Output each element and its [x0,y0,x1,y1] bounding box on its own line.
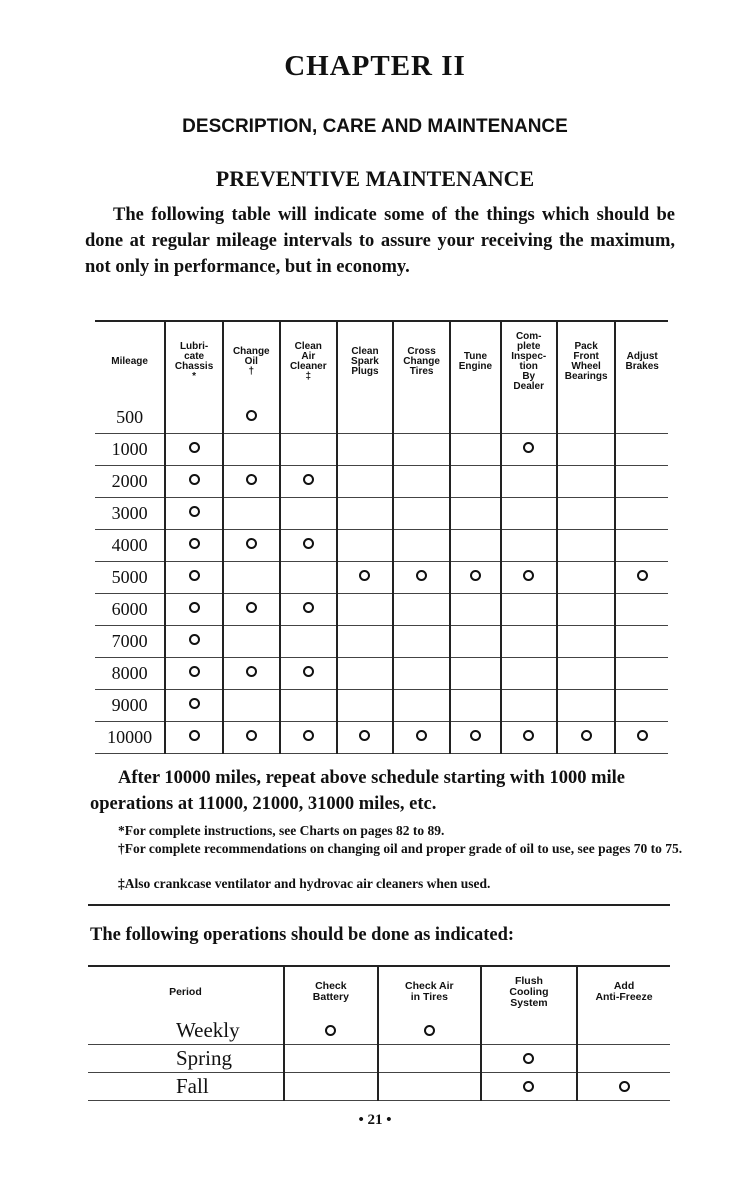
table-row [95,562,668,594]
table-cell [450,402,500,434]
circle-mark-icon [189,602,200,613]
table-cell [378,1045,481,1073]
table-cell [165,722,223,754]
table-cell [280,498,337,530]
page-number: • 21 • [358,1112,392,1128]
table-cell [557,722,616,754]
table-cell [501,466,557,498]
column-header: Tune Engine [450,321,500,402]
circle-mark-icon [523,570,534,581]
table-cell [280,626,337,658]
table-cell [223,466,280,498]
table-cell [557,466,616,498]
table-cell [393,690,450,722]
row-label: 3000 [95,498,165,530]
circle-mark-icon [246,538,257,549]
table-cell [450,658,500,690]
row-label: 10000 [95,722,165,754]
table-cell [557,594,616,626]
circle-mark-icon [246,602,257,613]
column-header: Add Anti-Freeze [577,966,670,1017]
row-label: 8000 [95,658,165,690]
table-cell [557,690,616,722]
circle-mark-icon [523,730,534,741]
table-cell [280,466,337,498]
table-cell [165,658,223,690]
column-header: Clean Air Cleaner ‡ [280,321,337,402]
table-cell [165,594,223,626]
chapter-title: CHAPTER II [284,50,466,82]
table-cell [557,498,616,530]
table-cell [165,402,223,434]
table-cell [615,498,668,530]
circle-mark-icon [189,634,200,645]
column-header: Clean Spark Plugs [337,321,393,402]
table-cell [378,1017,481,1045]
table-cell [223,562,280,594]
table-cell [337,562,393,594]
row-label: Weekly [88,1017,284,1045]
table-cell [450,626,500,658]
table-cell [337,626,393,658]
column-header: Cross Change Tires [393,321,450,402]
table-cell [284,1017,378,1045]
column-header: Check Battery [284,966,378,1017]
table-cell [165,690,223,722]
table-cell [501,498,557,530]
row-label: 4000 [95,530,165,562]
table-cell [280,658,337,690]
table-cell [615,530,668,562]
table-cell [481,1073,577,1101]
table-cell [577,1017,670,1045]
circle-mark-icon [189,570,200,581]
table-cell [557,530,616,562]
table-cell [223,690,280,722]
table-cell [450,498,500,530]
table-cell [450,466,500,498]
table-cell [223,530,280,562]
table-cell [450,434,500,466]
circle-mark-icon [523,1081,534,1092]
table-cell [557,402,616,434]
table-cell [165,626,223,658]
table-cell [337,658,393,690]
table-cell [280,434,337,466]
table-cell [337,402,393,434]
table-cell [450,722,500,754]
row-label: 1000 [95,434,165,466]
circle-mark-icon [246,730,257,741]
circle-mark-icon [619,1081,630,1092]
table-cell [615,722,668,754]
table-cell [223,626,280,658]
table-cell [378,1073,481,1101]
circle-mark-icon [189,474,200,485]
circle-mark-icon [416,730,427,741]
table-cell [393,466,450,498]
table-cell [280,594,337,626]
column-header: Check Air in Tires [378,966,481,1017]
circle-mark-icon [246,666,257,677]
after-paragraph: After 10000 miles, repeat above schedule starting with 1000 mile operations at 11000, 21000, 31000 miles, etc. [90,768,625,814]
table-cell [557,562,616,594]
table-cell [615,434,668,466]
table-cell [450,594,500,626]
table-row [95,402,668,434]
row-label: 9000 [95,690,165,722]
table-cell [557,626,616,658]
table-row [88,1017,670,1045]
table-cell [615,402,668,434]
table-row [88,1045,670,1073]
circle-mark-icon [303,538,314,549]
circle-mark-icon [637,570,648,581]
table-cell [337,594,393,626]
column-header: Pack Front Wheel Bearings [557,321,616,402]
circle-mark-icon [189,698,200,709]
table-cell [577,1073,670,1101]
table-cell [615,690,668,722]
circle-mark-icon [303,730,314,741]
circle-mark-icon [359,570,370,581]
table-row [95,434,668,466]
period-maintenance-table [88,965,670,1101]
footnote-air-cleaner: ‡Also crankcase ventilator and hydrovac air cleaners when used. [118,876,491,891]
table-cell [280,562,337,594]
table-cell [223,402,280,434]
table-row [95,530,668,562]
table-cell [223,498,280,530]
mileage-maintenance-table [95,320,668,754]
circle-mark-icon [303,474,314,485]
row-label: 7000 [95,626,165,658]
table-cell [337,530,393,562]
table-cell [450,530,500,562]
table-cell [501,594,557,626]
table-cell [393,658,450,690]
table-cell [337,498,393,530]
intro-paragraph: The following table will indicate some of the things which should be done at regular mileage intervals to assure your receiving the maximum, not only in performance, but in economy. [85,205,675,277]
table-cell [280,402,337,434]
table-cell [557,658,616,690]
circle-mark-icon [637,730,648,741]
footnote-oil: †For complete recommendations on changing oil and proper grade of oil to use, see pages 70 to 75. [118,841,683,856]
circle-mark-icon [416,570,427,581]
table-row [95,498,668,530]
table-cell [615,658,668,690]
column-header: Adjust Brakes [615,321,668,402]
table-cell [280,722,337,754]
table-cell [501,402,557,434]
table-cell [337,466,393,498]
chapter-subtitle: DESCRIPTION, CARE AND MAINTENANCE [182,116,568,137]
row-label: 6000 [95,594,165,626]
table-cell [393,498,450,530]
table-cell [284,1045,378,1073]
column-header: Lubri- cate Chassis * [165,321,223,402]
table-cell [481,1017,577,1045]
table-cell [165,466,223,498]
column-header: Change Oil † [223,321,280,402]
table-cell [337,690,393,722]
table-cell [501,626,557,658]
table-cell [450,690,500,722]
circle-mark-icon [303,666,314,677]
circle-mark-icon [581,730,592,741]
table-cell [615,626,668,658]
table-cell [501,530,557,562]
table-cell [501,562,557,594]
column-header: Period [169,985,202,998]
table-cell [393,562,450,594]
table-cell [165,498,223,530]
circle-mark-icon [523,1053,534,1064]
circle-mark-icon [523,442,534,453]
table-cell [501,690,557,722]
column-header: Flush Cooling System [481,966,577,1017]
table-cell [223,722,280,754]
table-cell [577,1045,670,1073]
column-header: Com- plete Inspec- tion By Dealer [501,321,557,402]
table-cell [393,594,450,626]
circle-mark-icon [246,410,257,421]
circle-mark-icon [359,730,370,741]
circle-mark-icon [246,474,257,485]
table-cell [223,434,280,466]
table-cell [615,562,668,594]
circle-mark-icon [325,1025,336,1036]
circle-mark-icon [303,602,314,613]
table-cell [165,530,223,562]
circle-mark-icon [189,506,200,517]
circle-mark-icon [189,666,200,677]
circle-mark-icon [189,538,200,549]
row-label: 500 [95,402,165,434]
circle-mark-icon [189,442,200,453]
table-row [95,466,668,498]
table-cell [223,594,280,626]
row-label: 2000 [95,466,165,498]
table-cell [615,466,668,498]
table-cell [393,626,450,658]
table-cell [501,434,557,466]
table-row [95,594,668,626]
table-cell [615,594,668,626]
table-cell [337,434,393,466]
table-cell [337,722,393,754]
table-cell [450,562,500,594]
table-cell [393,530,450,562]
row-label: Fall [88,1073,284,1101]
table-cell [481,1045,577,1073]
table-cell [393,402,450,434]
column-header: Mileage [111,356,148,367]
table-cell [165,434,223,466]
table-row [88,1073,670,1101]
circle-mark-icon [189,730,200,741]
footnote-lubricate: *For complete instructions, see Charts on pages 82 to 89. [118,823,445,838]
circle-mark-icon [424,1025,435,1036]
table-cell [165,562,223,594]
table-cell [284,1073,378,1101]
divider [88,904,670,906]
operations-heading: The following operations should be done as indicated: [90,925,515,945]
table-cell [557,434,616,466]
table-row [95,626,668,658]
circle-mark-icon [470,570,481,581]
row-label: 5000 [95,562,165,594]
table-row [95,658,668,690]
row-label: Spring [88,1045,284,1073]
table-row [95,722,668,754]
table-cell [501,722,557,754]
table-cell [393,434,450,466]
table-cell [280,530,337,562]
circle-mark-icon [470,730,481,741]
table-cell [223,658,280,690]
section-heading: PREVENTIVE MAINTENANCE [215,166,535,191]
table-row [95,690,668,722]
table-cell [280,690,337,722]
table-cell [501,658,557,690]
table-cell [393,722,450,754]
